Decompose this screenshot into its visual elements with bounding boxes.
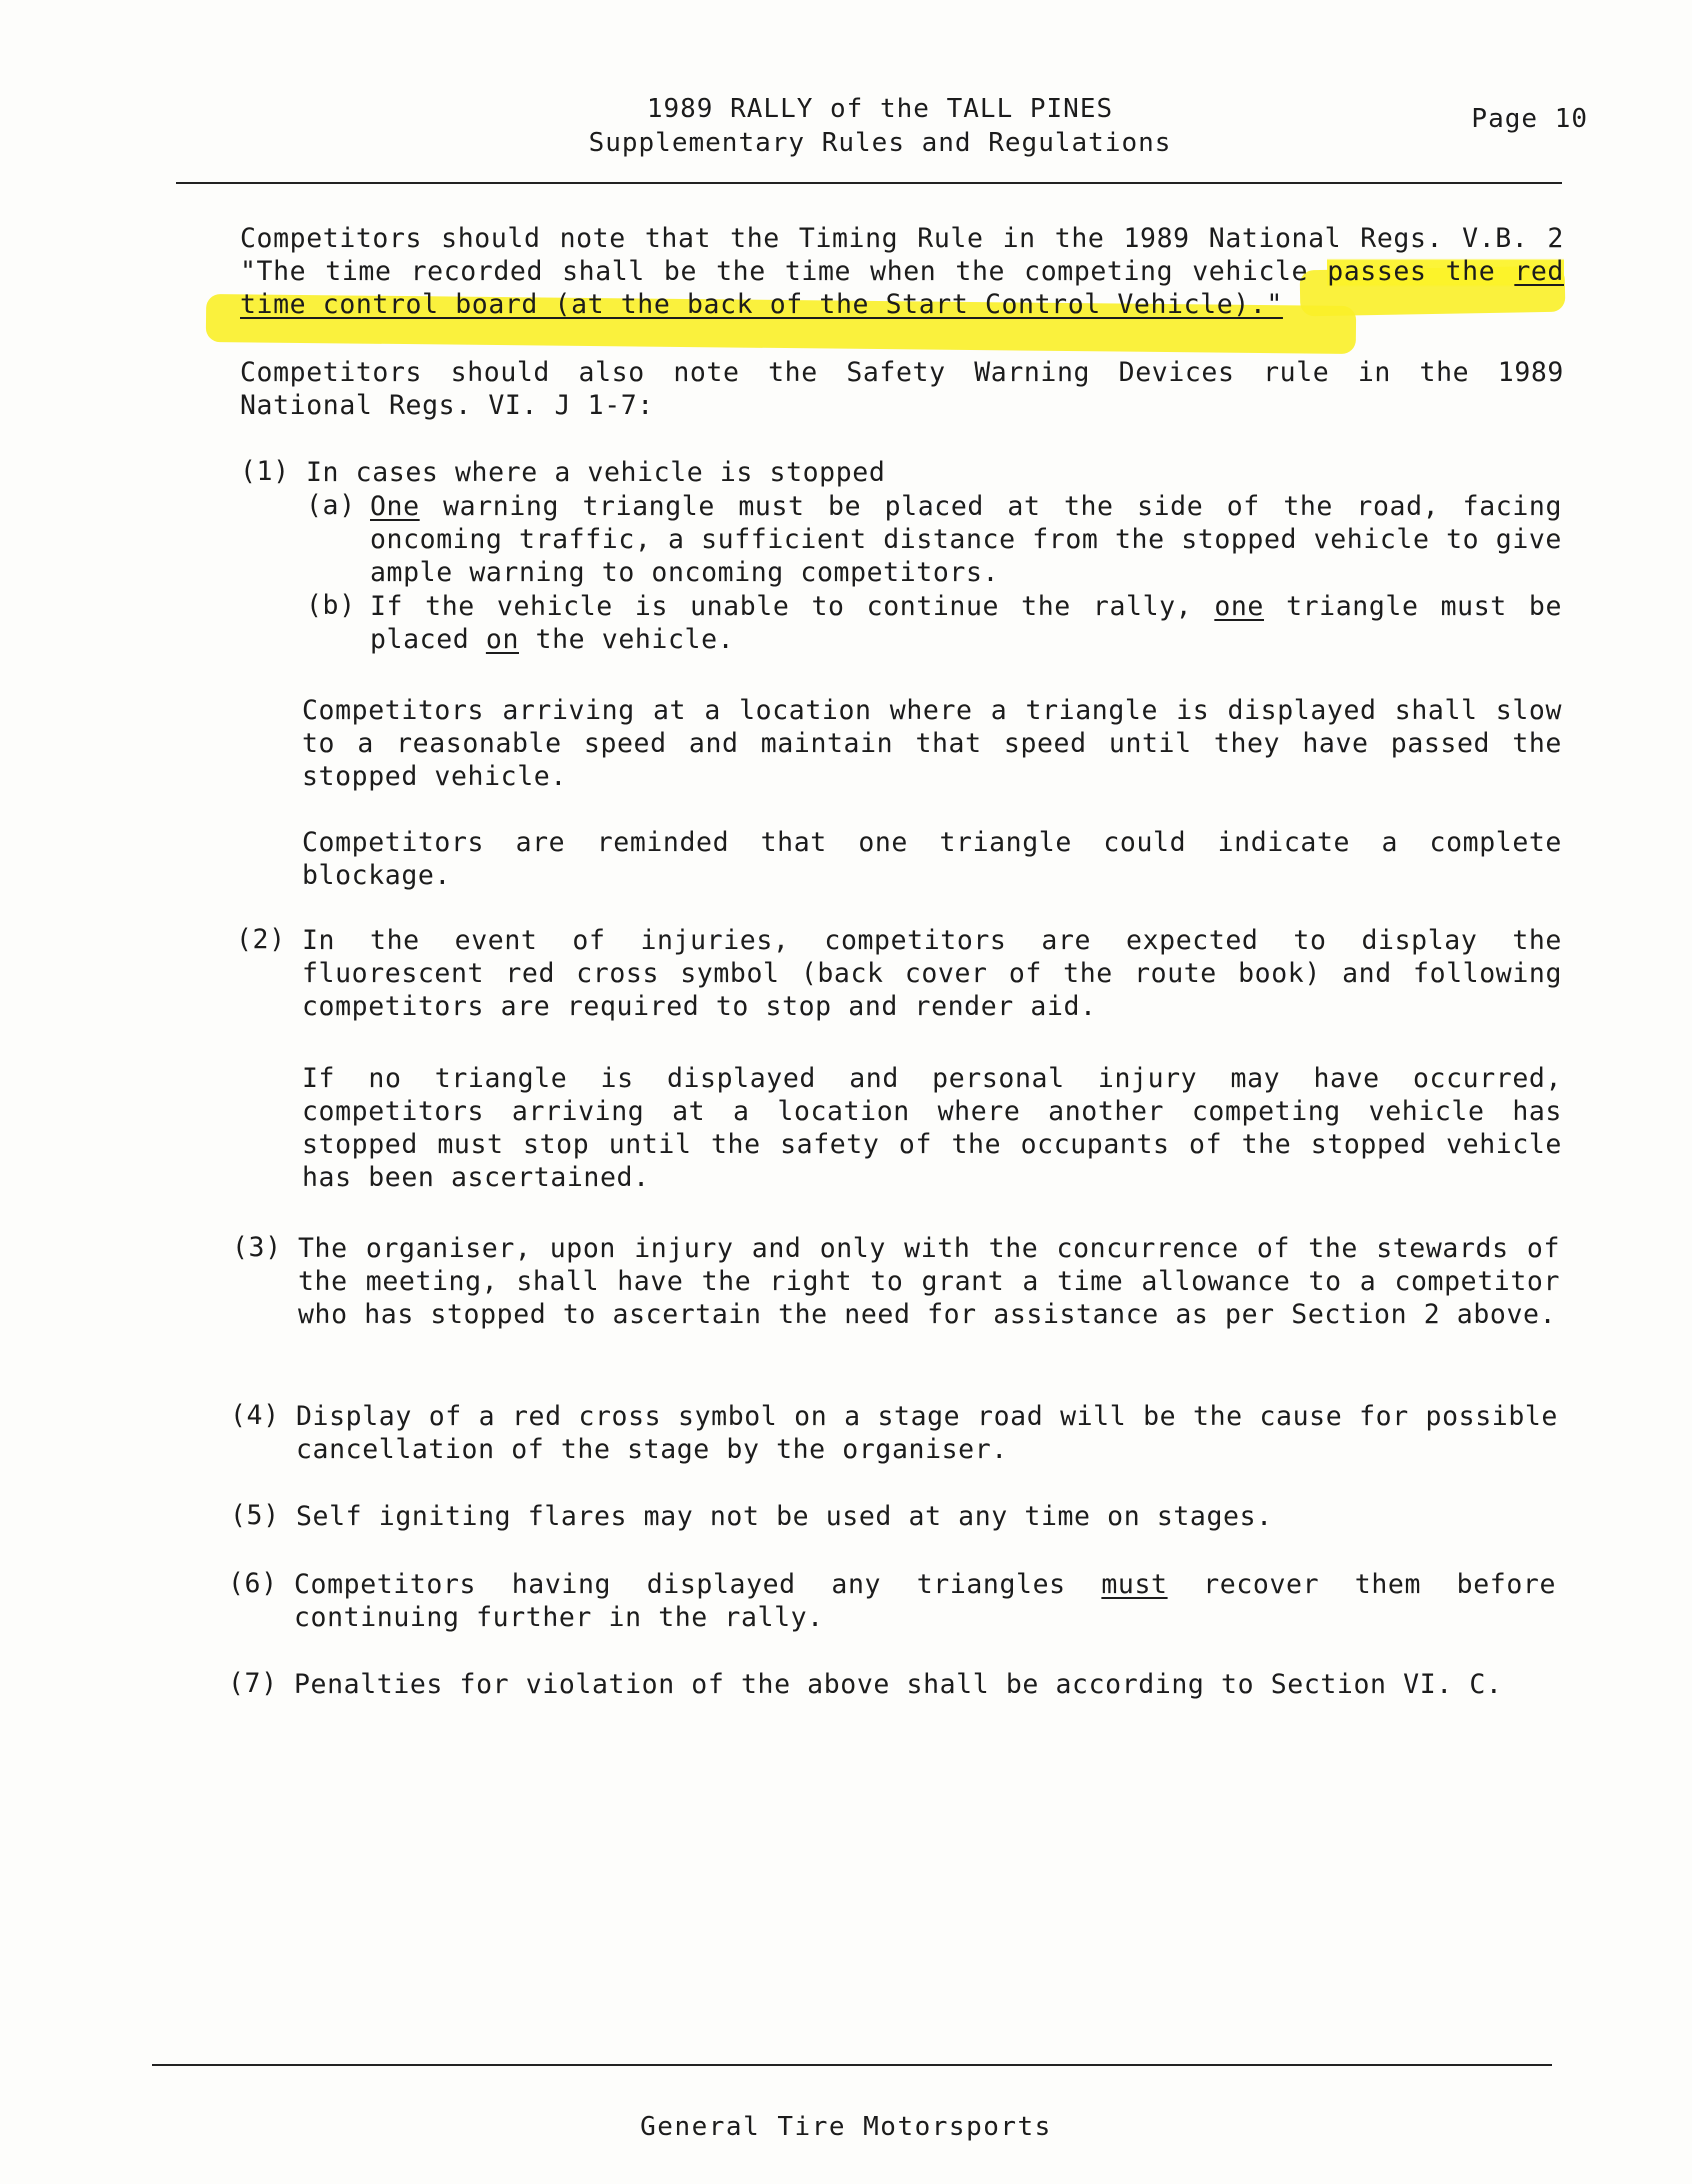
item-6-underlined-must: must bbox=[1101, 1569, 1168, 1600]
item-1b-post: the vehicle. bbox=[519, 624, 735, 655]
item-4-text: Display of a red cross symbol on a stage road will be the cause for possible cancellation of the stage by the organiser. bbox=[296, 1401, 1558, 1465]
item-6-pre: Competitors having displayed any triangles bbox=[294, 1569, 1102, 1600]
item-4-number: (4) bbox=[230, 1400, 280, 1431]
item-2-lead: In the event of injuries, competitors are expected to display the fluorescent red cross symbol (back cover of the route book) and following competitors are required to stop and render aid. bbox=[302, 925, 1562, 1022]
item-1b-underlined-on: on bbox=[485, 624, 519, 655]
item-1b-pre: If the vehicle is unable to continue the rally, bbox=[370, 591, 1215, 622]
item-5-number: (5) bbox=[230, 1500, 280, 1531]
item-1b-text bbox=[370, 590, 1562, 656]
page-number: Page 10 bbox=[1471, 104, 1588, 134]
header-title-line1: 1989 RALLY of the TALL PINES bbox=[646, 94, 1114, 124]
item-6-post: recover them before continuing further in the rally. bbox=[294, 1569, 1556, 1633]
item-1b-label: (b) bbox=[306, 590, 356, 621]
timing-rule-highlight-red: red bbox=[1514, 256, 1564, 287]
item-1-lead: In cases where a vehicle is stopped bbox=[306, 457, 886, 488]
item-6-number: (6) bbox=[228, 1568, 278, 1599]
item-1a-text bbox=[370, 490, 1562, 589]
footer-text: General Tire Motorsports bbox=[640, 2112, 1052, 2142]
item-2-number: (2) bbox=[236, 924, 286, 955]
item-7-text: Penalties for violation of the above shall be according to Section VI. C. bbox=[294, 1669, 1503, 1700]
timing-rule-highlight-a: passes the bbox=[1327, 256, 1515, 287]
item-7-number: (7) bbox=[228, 1668, 278, 1699]
timing-rule-paragraph bbox=[240, 222, 1564, 321]
item-6-text bbox=[294, 1568, 1556, 1634]
item-3-text: The organiser, upon injury and only with the concurrence of the stewards of the meeting, shall have the right to grant a time allowance to a competitor who has stopped to ascertain the need for assistance as per Section 2 above. bbox=[298, 1233, 1560, 1330]
header-title-line2: Supplementary Rules and Regulations bbox=[588, 128, 1172, 158]
item-2-para-1: If no triangle is displayed and personal injury may have occurred, competitors arriving at a location where another competing vehicle has stopped must stop until the safety of the occupants of the stopped vehicle has been ascertained. bbox=[302, 1063, 1562, 1193]
footer-divider bbox=[152, 2064, 1552, 2066]
item-1a-label: (a) bbox=[306, 490, 356, 521]
timing-rule-highlight-b: time control board (at the back of the Start Control Vehicle)." bbox=[240, 289, 1283, 320]
item-1a-underlined: One bbox=[370, 491, 420, 522]
item-1b-underlined-one: one bbox=[1214, 591, 1264, 622]
item-1-para-1: Competitors arriving at a location where a triangle is displayed shall slow to a reasonable speed and maintain that speed until they have passed the stopped vehicle. bbox=[302, 695, 1562, 792]
item-1-number: (1) bbox=[240, 456, 290, 487]
item-3-number: (3) bbox=[232, 1232, 282, 1263]
item-5-text: Self igniting flares may not be used at any time on stages. bbox=[296, 1501, 1273, 1532]
timing-rule-text: Competitors should note that the Timing Rule in the 1989 National Regs. V.B. 2 "The time recorded shall be the time when the competing vehicle bbox=[240, 223, 1564, 287]
item-1a-rest: warning triangle must be placed at the side of the road, facing oncoming traffic, a sufficient distance from the stopped vehicle to give ample warning to oncoming competitors. bbox=[370, 491, 1562, 588]
header-divider bbox=[176, 182, 1562, 184]
item-1-para-2: Competitors are reminded that one triangle could indicate a complete blockage. bbox=[302, 827, 1562, 891]
safety-rule-paragraph: Competitors should also note the Safety Warning Devices rule in the 1989 National Regs. VI. J 1-7: bbox=[240, 357, 1564, 421]
item-1b-mid: triangle must be placed bbox=[370, 591, 1562, 655]
